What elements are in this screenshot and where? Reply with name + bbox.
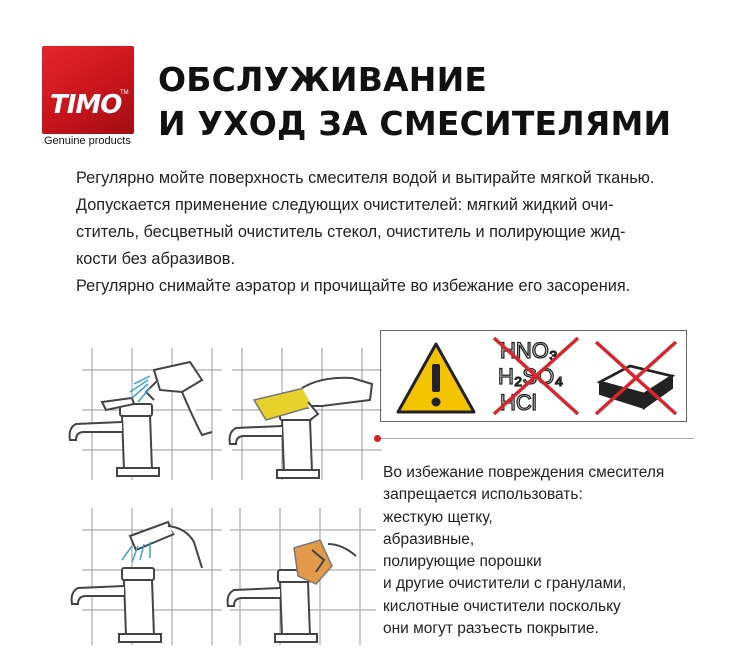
intro-line: Регулярно мойте поверхность смесителя водой и вытирайте мягкой тканью. [76,169,655,187]
title-line-1: ОБСЛУЖИВАНИЕ [158,60,488,99]
warning-triangle-icon [390,336,482,418]
intro-line: Регулярно снимайте аэратор и прочищайте во избежание его засорения. [76,277,631,295]
acid-crossed-icon [488,334,584,418]
page-title [158,58,671,146]
spray-faucet-icon [62,340,222,485]
warning-line: и другие очистители с гранулами, [383,575,627,593]
title-line-2: И УХОД ЗА СМЕСИТЕЛЯМИ [158,104,672,143]
cloth-faucet-icon [216,500,376,650]
intro-line: ститель, бесцветный очиститель стекол, очиститель и полирующие жид- [76,223,626,241]
warning-line: кислотные очистители поскольку [383,597,621,615]
logo-tagline: Genuine products [44,135,131,147]
scouring-sponge-crossed-icon [590,336,682,418]
divider-line [376,438,694,439]
intro-text [76,165,716,300]
chemical-hno3: HNO₃ [500,338,558,363]
chemical-hcl: HCl [500,390,537,415]
warning-line: полирующие порошки [383,553,542,571]
warning-line: Во избежание повреждения смесителя [383,464,665,481]
yellow-sponge-faucet-icon [222,340,382,485]
logo-trademark: TM [120,90,129,96]
warning-line: запрещается использовать: [383,486,583,504]
intro-line: Допускается применение следующих очистителей: мягкий жидкий очи- [76,196,614,214]
brand-logo [42,46,134,138]
warning-text [383,462,713,640]
logo-brand-text: TIMO [50,90,122,120]
warning-line: жесткую щетку, [383,508,493,526]
bullet-dot [374,435,381,442]
intro-line: кости без абразивов. [76,250,235,268]
chemical-h2so4: H₂SO₄ [498,364,564,389]
warning-line: абразивные, [383,530,475,548]
shower-head-faucet-icon [62,500,222,650]
warning-line: они могут разъесть покрытие. [383,620,599,638]
